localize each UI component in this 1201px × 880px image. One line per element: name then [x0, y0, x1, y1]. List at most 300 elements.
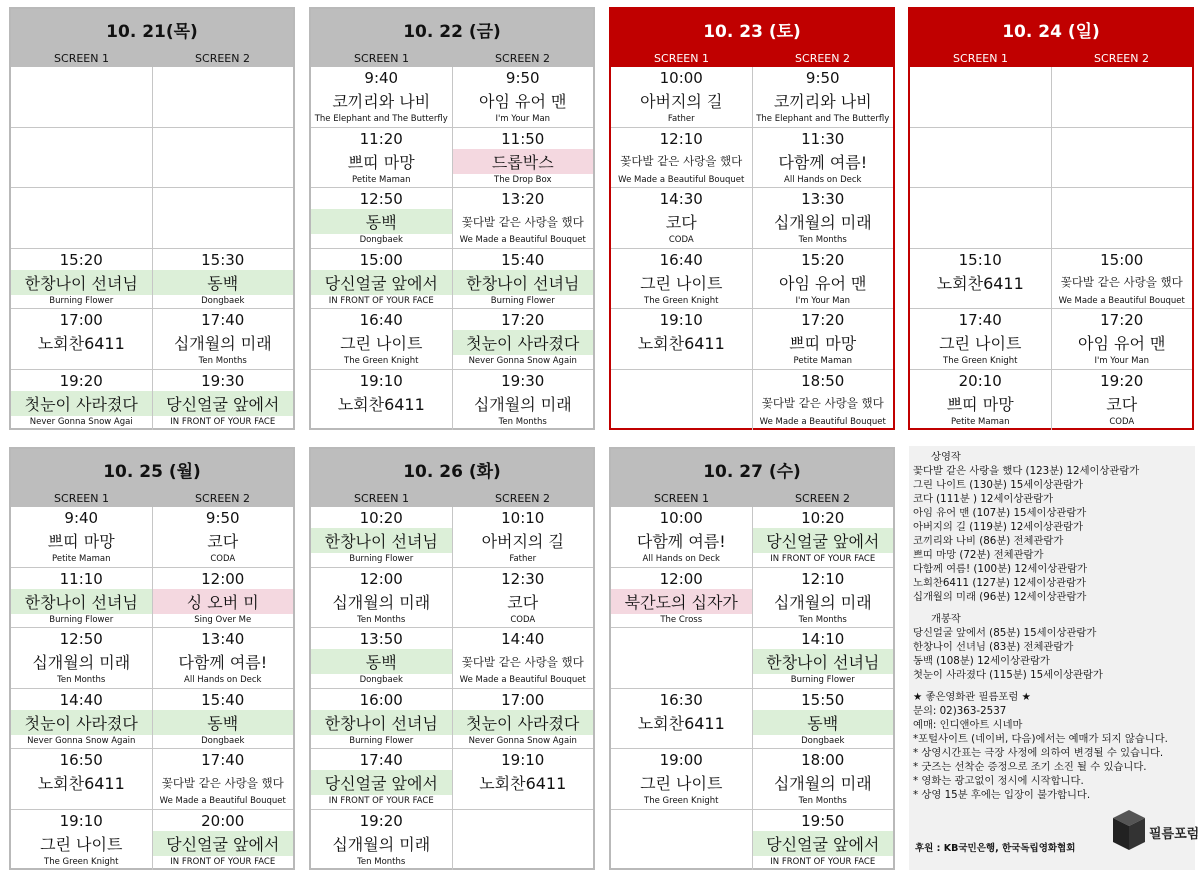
movie-title: 다함께 여름!: [778, 152, 868, 172]
screening-slot: [453, 309, 594, 370]
movie-title: 코다: [665, 213, 697, 232]
screen-label: SCREEN 2: [495, 51, 550, 65]
screening-time: 10:20: [801, 509, 845, 527]
movie-english-title: All Hands on Deck: [784, 174, 862, 185]
screening-slot: [611, 67, 752, 128]
screening-time: 19:10: [659, 311, 703, 329]
empty-slot: [611, 370, 752, 431]
screening-time: 15:50: [801, 690, 845, 709]
empty-slot: [910, 188, 1051, 249]
empty-slot: [11, 188, 152, 249]
screening-time: 13:20: [501, 190, 545, 208]
showing-item: 아버지의 길 (119분) 12세이상관람가: [913, 521, 1083, 533]
sponsor-text: 후원 : KB국민은행, 한국독립영화협회: [915, 843, 1076, 854]
movie-english-title: Burning Flower: [790, 675, 855, 685]
movie-english-title: Ten Months: [357, 614, 406, 625]
screening-time: 18:50: [801, 371, 845, 390]
day-date: 10. 22 (금): [311, 9, 593, 49]
movie-english-title: All Hands on Deck: [184, 675, 262, 685]
movie-title: 꽃다발 같은 사랑을 했다: [461, 654, 584, 669]
screening-slot: [753, 689, 894, 750]
day-date: 10. 24 (일): [910, 9, 1192, 49]
screening-slot: [153, 628, 294, 689]
screen-column: [311, 507, 453, 870]
screen-header-row: [11, 49, 293, 67]
screening-slot: [453, 188, 594, 249]
movie-english-title: Never Gonna Snow Again: [468, 356, 577, 366]
movie-english-title: Dongbaek: [359, 235, 403, 245]
screening-slot: [11, 689, 152, 750]
movie-english-title: The Elephant and The Butterfly: [756, 114, 890, 124]
screening-slot: [453, 128, 594, 189]
movie-english-title: CODA: [668, 235, 694, 245]
movie-title: 아버지의 길: [640, 92, 723, 111]
empty-slot: [153, 188, 294, 249]
screen-header-row: [311, 49, 593, 67]
screening-slot: [311, 128, 452, 189]
movie-english-title: Ten Months: [798, 796, 847, 806]
movie-english-title: Petite Maman: [352, 174, 411, 185]
movie-title: 한창나이 선녀님: [753, 649, 894, 674]
note-line: * 영화는 광고없이 정시에 시작합니다.: [913, 775, 1084, 787]
screening-slot: [153, 507, 294, 568]
screen-header-row: [611, 489, 893, 507]
movie-english-title: Never Gonna Snow Again: [468, 735, 577, 746]
movie-english-title: The Elephant and The Butterfly: [314, 114, 448, 124]
movie-english-title: We Made a Beautiful Bouquet: [459, 235, 586, 245]
movie-title: 꽃다발 같은 사랑을 했다: [1060, 275, 1183, 289]
empty-slot: [153, 128, 294, 189]
note-line: 문의: 02)363-2537: [913, 705, 1007, 717]
showing-item: 코다 (111분 ) 12세이상관람가: [913, 493, 1054, 505]
movie-title: 코다: [1106, 394, 1138, 414]
screening-time: 12:50: [59, 630, 103, 648]
empty-slot: [611, 810, 752, 871]
movie-english-title: I'm Your Man: [1094, 356, 1150, 366]
movie-title: 한창나이 선녀님: [11, 270, 152, 295]
movie-english-title: I'm Your Man: [795, 295, 851, 306]
screening-time: 11:10: [59, 569, 103, 588]
screening-grid: [611, 507, 893, 870]
screening-time: 17:00: [501, 690, 545, 709]
movie-title: 노회찬6411: [936, 273, 1024, 293]
screening-slot: [11, 309, 152, 370]
showing-item: 노회찬6411 (127분) 12세이상관람가: [913, 577, 1087, 589]
movie-english-title: Burning Flower: [349, 554, 414, 564]
note-line: ★ 좋은영화관 필름포럼 ★: [913, 691, 1031, 703]
movie-english-title: IN FRONT OF YOUR FACE: [170, 856, 276, 867]
screening-time: 17:40: [201, 311, 245, 329]
opening-list: [913, 626, 1191, 682]
screen-label: SCREEN 2: [195, 491, 250, 505]
screen-column: [153, 507, 294, 870]
screening-slot: [753, 749, 894, 810]
movie-title: 노회찬6411: [479, 774, 567, 793]
movie-title: 그린 나이트: [939, 334, 1022, 353]
screening-time: 11:30: [801, 129, 845, 148]
movie-english-title: IN FRONT OF YOUR FACE: [770, 856, 876, 867]
movie-title: 십개월의 미래: [332, 834, 431, 854]
screening-slot: [910, 309, 1051, 370]
screen-column: [453, 507, 594, 870]
movie-title: 한창나이 선녀님: [11, 589, 152, 614]
screening-time: 19:20: [1100, 371, 1144, 390]
showing-item: 꽃다발 같은 사랑을 했다 (123분) 12세이상관람가: [913, 465, 1140, 477]
movie-title: 동백: [311, 649, 452, 674]
screening-slot: [11, 810, 152, 871]
screening-slot: [453, 67, 594, 128]
screen-column: [11, 507, 153, 870]
movie-title: 다함께 여름!: [636, 532, 726, 551]
screening-slot: [453, 370, 594, 431]
screening-slot: [153, 810, 294, 871]
movie-title: 한창나이 선녀님: [453, 270, 594, 295]
screening-time: 17:40: [201, 751, 245, 769]
screen-label: SCREEN 2: [795, 491, 850, 505]
screening-time: 9:40: [364, 69, 399, 87]
movie-title: 쁘띠 마망: [347, 152, 415, 172]
showing-item: 쁘띠 마망 (72분) 전체관람가: [913, 549, 1044, 561]
movie-title: 아임 유어 맨: [479, 92, 567, 111]
screening-slot: [753, 249, 894, 310]
movie-title: 그린 나이트: [40, 834, 123, 854]
screen-label: SCREEN 2: [495, 491, 550, 505]
movie-english-title: Ten Months: [198, 356, 247, 366]
screening-slot: [453, 628, 594, 689]
screening-time: 15:20: [801, 250, 845, 269]
movie-english-title: The Cross: [660, 614, 703, 625]
screening-time: 10:10: [501, 509, 545, 527]
movie-english-title: Dongbaek: [359, 675, 403, 685]
movie-english-title: Petite Maman: [793, 356, 852, 366]
movie-title: 동백: [311, 209, 452, 234]
screening-time: 16:50: [59, 751, 103, 769]
screening-time: 14:40: [59, 690, 103, 709]
movie-title: 십개월의 미래: [773, 592, 872, 612]
screening-slot: [611, 188, 752, 249]
screening-slot: [753, 67, 894, 128]
movie-title: 십개월의 미래: [173, 334, 272, 353]
screening-slot: [753, 309, 894, 370]
screening-slot: [910, 370, 1051, 431]
screening-time: 10:00: [659, 509, 703, 527]
screening-slot: [11, 628, 152, 689]
movie-title: 코다: [507, 592, 539, 612]
movie-english-title: The Drop Box: [494, 174, 552, 185]
empty-slot: [910, 67, 1051, 128]
screen-label: SCREEN 1: [354, 51, 409, 65]
screening-time: 17:20: [501, 311, 545, 329]
note-line: * 상영 15분 후에는 입장이 불가합니다.: [913, 789, 1091, 801]
screening-time: 12:00: [359, 569, 403, 588]
screening-slot: [453, 249, 594, 310]
day-panel: [9, 447, 295, 870]
movie-title: 코다: [207, 532, 239, 551]
movie-english-title: Ten Months: [57, 675, 106, 685]
screening-time: 15:30: [201, 250, 245, 269]
logo-text: 필름포럼: [1149, 827, 1200, 842]
screening-time: 19:20: [59, 371, 103, 390]
movie-title: 드롭박스: [453, 149, 594, 174]
movie-english-title: Father: [667, 114, 695, 124]
screening-slot: [611, 309, 752, 370]
movie-title: 쁘띠 마망: [789, 334, 857, 353]
screening-slot: [753, 568, 894, 629]
screening-time: 15:40: [501, 250, 545, 269]
showing-item: 코끼리와 나비 (86분) 전체관람가: [913, 535, 1064, 547]
movie-english-title: Dongbaek: [801, 735, 845, 746]
screening-time: 9:40: [64, 509, 99, 527]
movie-title: 첫눈이 사라졌다: [11, 710, 152, 735]
note-line: * 굿즈는 선착순 증정으로 조기 소진 될 수 있습니다.: [913, 761, 1147, 773]
movie-english-title: Petite Maman: [951, 416, 1010, 427]
movie-title: 꽃다발 같은 사랑을 했다: [461, 214, 584, 229]
screening-slot: [311, 568, 452, 629]
screening-time: 10:00: [659, 69, 703, 87]
empty-slot: [453, 810, 594, 871]
screening-time: 14:30: [659, 190, 703, 208]
note-line: 예매: 인디앤아트 시네마: [913, 719, 1023, 731]
screening-slot: [311, 507, 452, 568]
movie-english-title: The Green Knight: [644, 295, 719, 306]
empty-slot: [1052, 67, 1193, 128]
movie-title: 꽃다발 같은 사랑을 했다: [161, 775, 284, 790]
screening-time: 17:20: [801, 311, 845, 329]
screening-time: 10:20: [359, 509, 403, 527]
screening-time: 20:10: [958, 371, 1002, 390]
screening-slot: [153, 370, 294, 431]
screening-grid: [910, 67, 1192, 430]
screen-column: [611, 67, 753, 430]
movie-title: 동백: [753, 710, 894, 735]
day-date: 10. 21(목): [11, 9, 293, 49]
screen-column: [910, 67, 1052, 430]
screening-time: 9:50: [205, 509, 240, 527]
movie-title: 당신얼굴 앞에서: [753, 831, 894, 856]
movie-english-title: IN FRONT OF YOUR FACE: [328, 295, 434, 306]
movie-title: 노회찬6411: [37, 774, 125, 793]
movie-title: 당신얼굴 앞에서: [153, 831, 294, 856]
movie-english-title: We Made a Beautiful Bouquet: [759, 416, 886, 427]
day-date: 10. 26 (화): [311, 449, 593, 489]
screening-time: 17:00: [59, 311, 103, 329]
screening-grid: [311, 67, 593, 430]
screen-column: [453, 67, 594, 430]
screening-slot: [153, 749, 294, 810]
movie-english-title: I'm Your Man: [495, 114, 551, 124]
screening-grid: [11, 67, 293, 430]
empty-slot: [910, 128, 1051, 189]
screening-slot: [11, 249, 152, 310]
movie-title: 쁘띠 마망: [946, 394, 1014, 414]
screening-time: 16:40: [359, 311, 403, 329]
screening-slot: [311, 370, 452, 431]
screening-time: 12:00: [201, 569, 245, 588]
screening-slot: [753, 188, 894, 249]
screening-slot: [453, 568, 594, 629]
movie-title: 한창나이 선녀님: [311, 710, 452, 735]
screen-column: [753, 507, 894, 870]
screening-time: 15:10: [958, 250, 1002, 269]
movie-english-title: Father: [509, 554, 537, 564]
screening-time: 16:30: [659, 690, 703, 709]
screening-slot: [1052, 309, 1193, 370]
screening-slot: [11, 568, 152, 629]
screen-column: [311, 67, 453, 430]
movie-english-title: Sing Over Me: [194, 614, 252, 625]
screening-grid: [311, 507, 593, 870]
movie-title: 십개월의 미래: [773, 213, 872, 232]
movie-title: 첫눈이 사라졌다: [453, 330, 594, 355]
notes-list: [913, 690, 1191, 802]
screening-slot: [453, 749, 594, 810]
screening-slot: [11, 507, 152, 568]
screen-label: SCREEN 1: [654, 51, 709, 65]
screening-time: 12:30: [501, 569, 545, 588]
showing-item: 다함께 여름! (100분) 12세이상관람가: [913, 563, 1088, 575]
movie-title: 동백: [153, 710, 294, 735]
movie-title: 그린 나이트: [340, 334, 423, 353]
screening-slot: [611, 507, 752, 568]
day-panel: [309, 447, 595, 870]
screen-column: [753, 67, 894, 430]
movie-english-title: Never Gonna Snow Again: [27, 735, 136, 746]
movie-english-title: We Made a Beautiful Bouquet: [1058, 295, 1185, 306]
movie-title: 쁘띠 마망: [47, 532, 115, 551]
screening-time: 17:40: [958, 311, 1002, 329]
movie-title: 그린 나이트: [640, 273, 723, 293]
day-panel: [609, 447, 895, 870]
opening-item: 동백 (108분) 12세이상관람가: [913, 655, 1050, 667]
screen-header-row: [611, 49, 893, 67]
screening-slot: [153, 689, 294, 750]
movie-title: 십개월의 미래: [773, 774, 872, 793]
screening-slot: [611, 749, 752, 810]
movie-english-title: IN FRONT OF YOUR FACE: [170, 416, 276, 427]
day-panel: [908, 7, 1194, 430]
screen-column: [1052, 67, 1193, 430]
movie-english-title: Petite Maman: [52, 554, 111, 564]
screening-slot: [753, 628, 894, 689]
empty-slot: [153, 67, 294, 128]
screening-time: 20:00: [201, 811, 245, 830]
movie-title: 첫눈이 사라졌다: [453, 710, 594, 735]
film-forum-logo: [1109, 804, 1200, 858]
screening-slot: [1052, 370, 1193, 431]
screening-time: 16:40: [659, 250, 703, 269]
movie-title: 노회찬6411: [37, 334, 125, 353]
screen-label: SCREEN 2: [1094, 51, 1149, 65]
movie-title: 꽃다발 같은 사랑을 했다: [620, 154, 743, 168]
screening-time: 11:50: [501, 129, 545, 148]
movie-english-title: Burning Flower: [49, 614, 114, 625]
movie-english-title: CODA: [510, 614, 536, 625]
screening-time: 19:20: [359, 811, 403, 830]
screening-slot: [311, 67, 452, 128]
movie-title: 십개월의 미래: [332, 592, 431, 612]
screening-slot: [153, 249, 294, 310]
movie-english-title: We Made a Beautiful Bouquet: [618, 174, 745, 185]
showing-item: 십개월의 미래 (96분) 12세이상관람가: [913, 591, 1087, 603]
movie-title: 북간도의 십자가: [611, 589, 752, 614]
screening-time: 9:50: [805, 69, 840, 87]
screening-slot: [311, 689, 452, 750]
screening-time: 19:00: [659, 751, 703, 769]
movie-english-title: The Green Knight: [644, 796, 719, 806]
screening-time: 13:40: [201, 630, 245, 648]
screening-slot: [611, 249, 752, 310]
screening-slot: [753, 810, 894, 871]
screening-slot: [311, 810, 452, 871]
note-line: *포털사이트 (네이버, 다음)에서는 예매가 되지 않습니다.: [913, 733, 1168, 745]
screening-time: 17:20: [1100, 311, 1144, 329]
movie-english-title: Ten Months: [498, 416, 547, 427]
screening-time: 19:30: [501, 371, 545, 390]
movie-title: 싱 오버 미: [153, 589, 294, 614]
movie-english-title: The Green Knight: [44, 856, 119, 867]
day-panel: [309, 7, 595, 430]
opening-item: 한창나이 선녀님 (83분) 전체관람가: [913, 641, 1074, 653]
screen-column: [11, 67, 153, 430]
movie-english-title: Burning Flower: [349, 735, 414, 746]
screening-time: 15:00: [359, 250, 403, 269]
screening-time: 12:10: [801, 569, 845, 588]
movie-title: 아임 유어 맨: [779, 273, 867, 293]
screening-slot: [611, 568, 752, 629]
movie-english-title: CODA: [210, 554, 236, 564]
movie-title: 코끼리와 나비: [773, 92, 872, 111]
screen-label: SCREEN 1: [354, 491, 409, 505]
screen-column: [153, 67, 294, 430]
screening-slot: [311, 749, 452, 810]
screening-slot: [453, 507, 594, 568]
movie-english-title: The Green Knight: [943, 356, 1018, 366]
movie-english-title: CODA: [1109, 416, 1135, 427]
day-panel: [609, 7, 895, 430]
screening-time: 15:20: [59, 250, 103, 269]
movie-title: 노회찬6411: [337, 394, 425, 414]
screening-slot: [753, 128, 894, 189]
empty-slot: [1052, 188, 1193, 249]
screen-label: SCREEN 1: [54, 51, 109, 65]
screening-time: 19:30: [201, 371, 245, 390]
screening-time: 15:40: [201, 690, 245, 709]
screening-slot: [753, 370, 894, 431]
screen-column: [611, 507, 753, 870]
movie-title: 노회찬6411: [637, 713, 725, 733]
movie-english-title: Ten Months: [357, 856, 406, 867]
screen-header-row: [11, 489, 293, 507]
day-date: 10. 27 (수): [611, 449, 893, 489]
screening-time: 11:20: [359, 129, 403, 148]
screening-time: 19:10: [59, 811, 103, 830]
movie-english-title: We Made a Beautiful Bouquet: [159, 796, 286, 806]
movie-title: 당신얼굴 앞에서: [311, 270, 452, 295]
movie-title: 당신얼굴 앞에서: [153, 391, 294, 416]
screening-slot: [753, 507, 894, 568]
screening-slot: [611, 128, 752, 189]
screening-time: 12:50: [359, 190, 403, 208]
opening-item: 당신얼굴 앞에서 (85분) 15세이상관람가: [913, 627, 1097, 639]
screening-slot: [1052, 249, 1193, 310]
screening-time: 12:10: [659, 129, 703, 148]
movie-english-title: Ten Months: [798, 614, 847, 625]
screening-slot: [11, 749, 152, 810]
screen-label: SCREEN 1: [54, 491, 109, 505]
screening-time: 16:00: [359, 690, 403, 709]
movie-english-title: Burning Flower: [49, 295, 114, 306]
showing-item: 아임 유어 맨 (107분) 15세이상관람가: [913, 507, 1087, 519]
